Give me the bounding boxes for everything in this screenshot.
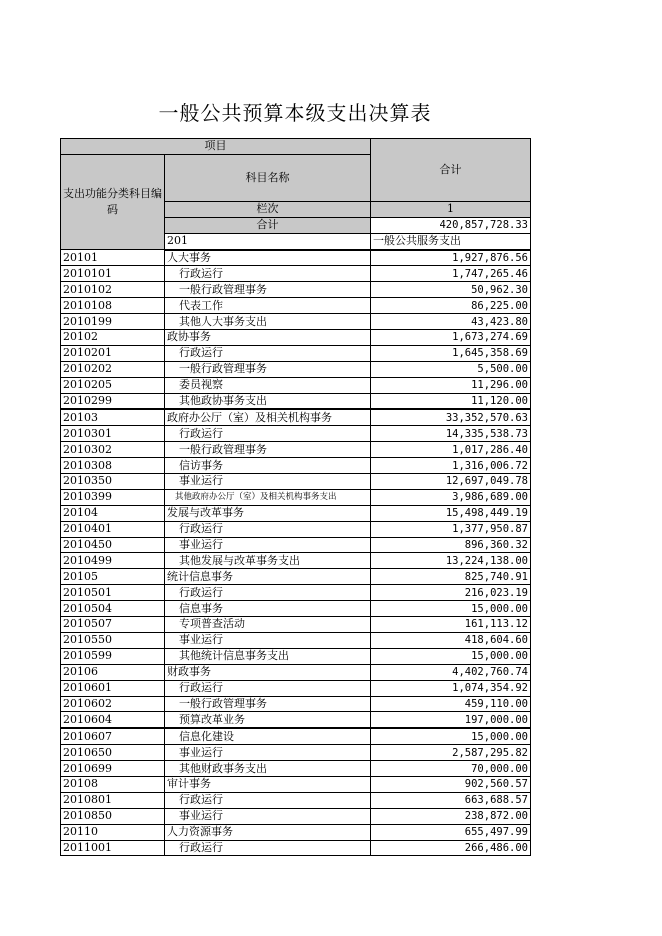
- table-row: [61, 632, 531, 648]
- row-value: 50,962.30: [371, 282, 531, 298]
- row-name: 统计信息事务: [165, 569, 371, 585]
- row-name: 事业运行: [165, 474, 371, 490]
- row-name: 行政运行: [165, 426, 371, 442]
- table-row: [61, 840, 531, 856]
- row-name: 事业运行: [165, 632, 371, 648]
- row-value: 11,296.00: [371, 377, 531, 393]
- row-value: 15,000.00: [371, 728, 531, 744]
- row-code: 2010102: [61, 282, 165, 298]
- table-row: [61, 728, 531, 744]
- table-row: [61, 442, 531, 458]
- table-row: [61, 792, 531, 808]
- row-name: 行政运行: [165, 345, 371, 361]
- name-header: 科目名称: [165, 154, 371, 201]
- row-value: 1,645,358.69: [371, 345, 531, 361]
- row-code: 2010450: [61, 537, 165, 553]
- table-row: [61, 521, 531, 537]
- table-row: [61, 489, 531, 505]
- row-value: 12,697,049.78: [371, 474, 531, 490]
- row-value: 216,023.19: [371, 585, 531, 601]
- row-code: 2010602: [61, 696, 165, 712]
- row-code: 2010399: [61, 489, 165, 505]
- row-name: 委员视察: [165, 377, 371, 393]
- row-value: 459,110.00: [371, 696, 531, 712]
- row-name: 行政运行: [165, 680, 371, 696]
- table-row: [61, 282, 531, 298]
- row-name: 一般行政管理事务: [165, 442, 371, 458]
- row-name: 其他财政事务支出: [165, 761, 371, 777]
- row-value: 4,402,760.74: [371, 664, 531, 680]
- row-value: 43,423.80: [371, 314, 531, 330]
- row-code: 20104: [61, 505, 165, 521]
- row-name: 一般行政管理事务: [165, 361, 371, 377]
- row-name: 行政运行: [165, 266, 371, 282]
- row-value: 13,224,138.00: [371, 553, 531, 569]
- row-value: 15,000.00: [371, 648, 531, 664]
- row-code: 20103: [61, 409, 165, 425]
- row-code: 20108: [61, 776, 165, 792]
- row-name: 一般公共服务支出: [371, 233, 531, 249]
- row-value: 15,498,449.19: [371, 505, 531, 521]
- sum-label: 合计: [165, 217, 371, 233]
- row-code: 2010607: [61, 728, 165, 744]
- table-row: [61, 585, 531, 601]
- table-row: [61, 712, 531, 728]
- table-row: [61, 377, 531, 393]
- row-value: 896,360.32: [371, 537, 531, 553]
- table-row: [61, 680, 531, 696]
- row-name: 其他人大事务支出: [165, 314, 371, 330]
- table-row: [61, 761, 531, 777]
- column-no-label: 栏次: [165, 201, 371, 217]
- row-value: 1,377,950.87: [371, 521, 531, 537]
- table-row: [61, 409, 531, 425]
- row-code: 2010199: [61, 314, 165, 330]
- row-code: 20102: [61, 330, 165, 346]
- table-row: [61, 393, 531, 409]
- row-value: 238,872.00: [371, 808, 531, 824]
- row-name: 政府办公厅（室）及相关机构事务: [165, 409, 371, 425]
- row-name: 财政事务: [165, 664, 371, 680]
- row-value: 3,986,689.00: [371, 489, 531, 505]
- header-row-project: [61, 139, 531, 155]
- table-row: [61, 250, 531, 266]
- page-title: 一般公共预算本级支出决算表: [158, 101, 432, 125]
- row-name: 发展与改革事务: [165, 505, 371, 521]
- row-code: 20105: [61, 569, 165, 585]
- row-name: 一般行政管理事务: [165, 282, 371, 298]
- row-name: 政协事务: [165, 330, 371, 346]
- row-value: 86,225.00: [371, 298, 531, 314]
- table-row: [61, 617, 531, 633]
- row-code: 2010301: [61, 426, 165, 442]
- table-row: [61, 537, 531, 553]
- row-code: 2010801: [61, 792, 165, 808]
- table-row: [61, 745, 531, 761]
- row-value: 1,316,006.72: [371, 458, 531, 474]
- row-value: 825,740.91: [371, 569, 531, 585]
- project-header: 项目: [61, 139, 371, 155]
- row-code: 20101: [61, 250, 165, 266]
- row-code: 2010507: [61, 617, 165, 633]
- table-row: [61, 345, 531, 361]
- row-code: 2010650: [61, 745, 165, 761]
- row-code: 2010604: [61, 712, 165, 728]
- row-value: 1,927,876.56: [371, 250, 531, 266]
- row-value: 161,113.12: [371, 617, 531, 633]
- table-row: [61, 808, 531, 824]
- table-row: [61, 553, 531, 569]
- row-value: 15,000.00: [371, 601, 531, 617]
- table-row: [61, 505, 531, 521]
- row-value: 1,017,286.40: [371, 442, 531, 458]
- expenditure-table: [60, 138, 531, 856]
- row-code: 2010202: [61, 361, 165, 377]
- table-row: [61, 458, 531, 474]
- table-row: [61, 314, 531, 330]
- sum-value: 420,857,728.33: [371, 217, 531, 233]
- row-code: 2010601: [61, 680, 165, 696]
- table-row: [61, 601, 531, 617]
- row-code: 20110: [61, 824, 165, 840]
- row-code: 2010308: [61, 458, 165, 474]
- table-row: [61, 569, 531, 585]
- table-row: [61, 426, 531, 442]
- table-row: [61, 664, 531, 680]
- row-value: 70,000.00: [371, 761, 531, 777]
- row-code: 2010504: [61, 601, 165, 617]
- table-row: [61, 824, 531, 840]
- table-row: [61, 298, 531, 314]
- row-name: 预算改革业务: [165, 712, 371, 728]
- row-name: 人力资源事务: [165, 824, 371, 840]
- row-code: 2010108: [61, 298, 165, 314]
- table-row: [61, 266, 531, 282]
- row-code: 20106: [61, 664, 165, 680]
- row-value: 197,000.00: [371, 712, 531, 728]
- row-code: 2010101: [61, 266, 165, 282]
- row-name: 人大事务: [165, 250, 371, 266]
- table-row: [61, 361, 531, 377]
- table-row: [61, 474, 531, 490]
- row-name: 行政运行: [165, 792, 371, 808]
- row-name: 专项普查活动: [165, 617, 371, 633]
- row-code: 2010401: [61, 521, 165, 537]
- row-name: 事业运行: [165, 537, 371, 553]
- row-name: 行政运行: [165, 840, 371, 856]
- row-code: 2010201: [61, 345, 165, 361]
- table-row: [61, 776, 531, 792]
- row-name: 审计事务: [165, 776, 371, 792]
- row-name: 一般行政管理事务: [165, 696, 371, 712]
- column-no-value: 1: [371, 201, 531, 217]
- row-value: 902,560.57: [371, 776, 531, 792]
- row-name: 信息化建设: [165, 728, 371, 744]
- row-code: 2010302: [61, 442, 165, 458]
- row-name: 行政运行: [165, 585, 371, 601]
- table-row: [61, 330, 531, 346]
- row-name: 代表工作: [165, 298, 371, 314]
- row-name: 其他统计信息事务支出: [165, 648, 371, 664]
- row-code: 2010599: [61, 648, 165, 664]
- row-value: 1,747,265.46: [371, 266, 531, 282]
- row-name: 其他政协事务支出: [165, 393, 371, 409]
- row-value: 5,500.00: [371, 361, 531, 377]
- row-code: 2011001: [61, 840, 165, 856]
- row-value: 14,335,538.73: [371, 426, 531, 442]
- row-value: 418,604.60: [371, 632, 531, 648]
- row-name: 事业运行: [165, 808, 371, 824]
- row-value: 2,587,295.82: [371, 745, 531, 761]
- row-name: 信访事务: [165, 458, 371, 474]
- row-value: 33,352,570.63: [371, 409, 531, 425]
- row-code: 2010205: [61, 377, 165, 393]
- row-code: 201: [165, 233, 371, 249]
- row-name: 其他发展与改革事务支出: [165, 553, 371, 569]
- row-name: 其他政府办公厅（室）及相关机构事务支出: [165, 489, 371, 505]
- row-code: 2010501: [61, 585, 165, 601]
- row-code: 2010350: [61, 474, 165, 490]
- total-header: 合计: [371, 139, 531, 202]
- row-code: 2010850: [61, 808, 165, 824]
- row-code: 2010499: [61, 553, 165, 569]
- row-value: 1,673,274.69: [371, 330, 531, 346]
- row-code: 2010550: [61, 632, 165, 648]
- row-value: 11,120.00: [371, 393, 531, 409]
- table-row: [61, 648, 531, 664]
- row-value: 655,497.99: [371, 824, 531, 840]
- row-code: 2010699: [61, 761, 165, 777]
- row-name: 信息事务: [165, 601, 371, 617]
- row-code: 2010299: [61, 393, 165, 409]
- row-value: 266,486.00: [371, 840, 531, 856]
- row-value: 663,688.57: [371, 792, 531, 808]
- row-value: 1,074,354.92: [371, 680, 531, 696]
- row-name: 事业运行: [165, 745, 371, 761]
- row-name: 行政运行: [165, 521, 371, 537]
- code-header: 支出功能分类科目编码: [61, 154, 165, 249]
- table-row: [61, 696, 531, 712]
